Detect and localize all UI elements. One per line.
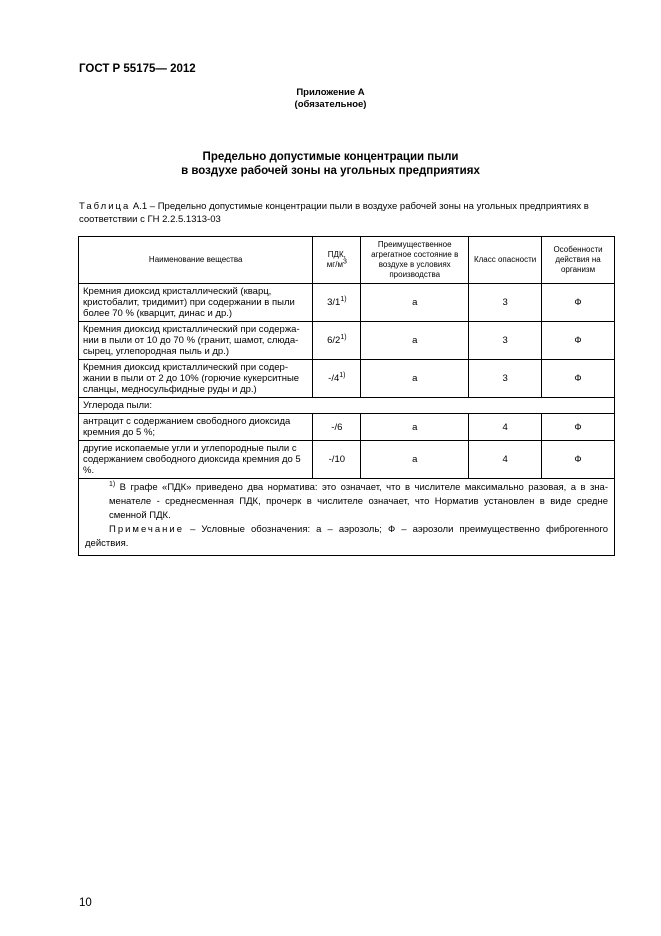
cell-substance: другие ископаемые угли и углепородные пыли с содержанием свободного диоксида кремния до 5 %. xyxy=(79,441,313,479)
cell-state: а xyxy=(361,360,469,398)
cell-effect: Ф xyxy=(542,414,615,441)
table-notes xyxy=(79,479,615,556)
footnote-mark: 1) xyxy=(109,480,116,488)
table-header-row xyxy=(79,237,615,284)
cell-state: а xyxy=(361,284,469,322)
table-row xyxy=(79,360,615,398)
cell-pdk-value: -/4 xyxy=(328,373,340,384)
pdk-table xyxy=(78,236,615,556)
header-pdk-label: ПДК, xyxy=(327,250,346,259)
cell-pdk-value: 3/1 xyxy=(327,297,341,308)
cell-substance: антрацит с содержанием свободного диоксида кремния до 5 %; xyxy=(79,414,313,441)
cell-class: 3 xyxy=(469,322,542,360)
table-caption-text: А.1 – Предельно допустимые концентрации пыли в воздухе рабочей зоны на угольных предприятиях в соответствии с ГН 2.2.5.1313-03 xyxy=(79,201,589,225)
footnote-ref: 1) xyxy=(340,295,347,303)
cell-effect: Ф xyxy=(542,441,615,479)
note-text: – Условные обозначения: а – аэрозоль; Ф – аэрозоли преимущественно фиброгенного действия. xyxy=(85,524,608,549)
note-label: Примечание xyxy=(109,524,184,535)
table-notes-row xyxy=(79,479,615,556)
cell-pdk: -/6 xyxy=(313,414,361,441)
group-label: Углерода пыли: xyxy=(79,398,615,414)
footnote-ref: 1) xyxy=(340,333,347,341)
header-state: Преимущественное агрегатное состояние в воздухе в условиях производства xyxy=(361,237,469,284)
cell-class: 4 xyxy=(469,414,542,441)
cell-pdk: -/10 xyxy=(313,441,361,479)
annex-status: (обязательное) xyxy=(294,99,367,110)
header-effect: Особенности действия на организм xyxy=(542,237,615,284)
header-pdk-unit-sup: 3 xyxy=(342,258,347,266)
cell-pdk xyxy=(313,284,361,322)
cell-effect: Ф xyxy=(542,322,615,360)
cell-class: 4 xyxy=(469,441,542,479)
cell-state: а xyxy=(361,441,469,479)
cell-pdk xyxy=(313,360,361,398)
table-row xyxy=(79,284,615,322)
table-row xyxy=(79,441,615,479)
table-row xyxy=(79,322,615,360)
document-title-line-2: в воздухе рабочей зоны на угольных предприятиях xyxy=(181,165,480,177)
table-group-row xyxy=(79,398,615,414)
cell-pdk-value: 6/2 xyxy=(327,335,341,346)
standard-id: ГОСТ Р 55175— 2012 xyxy=(79,63,196,75)
cell-state: а xyxy=(361,322,469,360)
cell-class: 3 xyxy=(469,360,542,398)
header-substance: Наименование вещества xyxy=(79,237,313,284)
cell-pdk xyxy=(313,322,361,360)
cell-substance: Кремния диоксид кристаллический при содер-жании в пыли от 2 до 10% (горючие кукерситные сланцы, медносульфидные руды и др.) xyxy=(79,360,313,398)
annex-title: Приложение А xyxy=(296,87,365,98)
table-note xyxy=(85,523,608,551)
page-number: 10 xyxy=(79,897,92,909)
cell-effect: Ф xyxy=(542,360,615,398)
table-caption xyxy=(79,200,615,226)
table-caption-prefix: Таблица xyxy=(79,201,131,212)
table-row xyxy=(79,414,615,441)
header-pdk-unit: мг/м xyxy=(326,260,343,269)
document-title-line-1: Предельно допустимые концентрации пыли xyxy=(202,151,459,163)
header-pdk xyxy=(313,237,361,284)
header-class: Класс опасности xyxy=(469,237,542,284)
footnote xyxy=(85,481,608,523)
footnote-ref: 1) xyxy=(339,371,346,379)
cell-substance: Кремния диоксид кристаллический (кварц, кристобалит, тридимит) при содержании в пыли более 70 % (кварцит, динас и др.) xyxy=(79,284,313,322)
footnote-text: В графе «ПДК» приведено два норматива: это означает, что в числителе максимально разовая, а в зна-менателе - среднесменная ПДК, прочерк в числителе означает, что Норматив установлен в виде средне сменной ПДК. xyxy=(109,482,608,521)
cell-class: 3 xyxy=(469,284,542,322)
cell-effect: Ф xyxy=(542,284,615,322)
cell-substance: Кремния диоксид кристаллический при содержа-нии в пыли от 10 до 70 % (гранит, шамот, слюда-сырец, углепородная пыль и др.) xyxy=(79,322,313,360)
cell-state: а xyxy=(361,414,469,441)
